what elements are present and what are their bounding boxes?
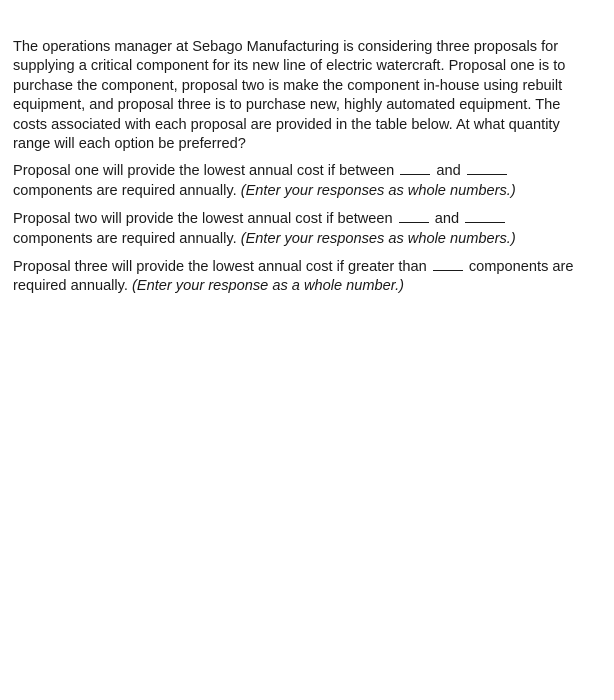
- statement-line: The operations manager at Sebago Manufacturing is considering three proposals for: [13, 39, 559, 55]
- question-text: components are: [468, 259, 574, 276]
- instruction-text: (Enter your response as a whole number.): [132, 278, 405, 295]
- question-proposal-two: [13, 210, 613, 249]
- question-proposal-one: [13, 162, 613, 201]
- question-text: components are required annually.: [13, 230, 237, 247]
- problem-statement: [13, 38, 613, 154]
- statement-line: equipment, and proposal three is to purchase new, highly automated equipment. The: [13, 97, 561, 114]
- question-text: Proposal one will provide the lowest annual cost if between: [13, 163, 395, 180]
- question-line: [13, 162, 613, 181]
- instruction-text: (Enter your responses as whole numbers.): [240, 230, 516, 247]
- proposal-two-lower-bound-input[interactable]: [399, 221, 429, 223]
- question-proposal-three: [13, 258, 613, 297]
- proposal-two-upper-bound-input[interactable]: [465, 221, 505, 223]
- question-text: Proposal two will provide the lowest annual cost if between: [13, 211, 393, 228]
- statement-line: purchase the component, proposal two is make the component in-house using rebuilt: [13, 77, 563, 94]
- question-line: [13, 258, 613, 277]
- question-line: [13, 277, 613, 296]
- question-line: [13, 210, 613, 229]
- question-text: components are required annually.: [13, 182, 237, 199]
- question-line: [13, 230, 613, 249]
- and-text: and: [434, 211, 460, 228]
- statement-line: range will each option be preferred?: [13, 136, 246, 153]
- question-line: [13, 182, 613, 201]
- question-content: [13, 38, 613, 306]
- instruction-text: (Enter your responses as whole numbers.): [240, 182, 516, 199]
- and-text: and: [436, 163, 461, 180]
- statement-line: costs associated with each proposal are provided in the table below. At what quantity: [13, 116, 560, 133]
- proposal-one-upper-bound-input[interactable]: [467, 173, 507, 175]
- question-text: required annually.: [13, 278, 128, 295]
- proposal-one-lower-bound-input[interactable]: [400, 173, 430, 175]
- statement-line: supplying a critical component for its new line of electric watercraft. Proposal one is to: [13, 58, 566, 75]
- question-text: Proposal three will provide the lowest annual cost if greater than: [13, 259, 427, 276]
- proposal-three-threshold-input[interactable]: [433, 269, 463, 271]
